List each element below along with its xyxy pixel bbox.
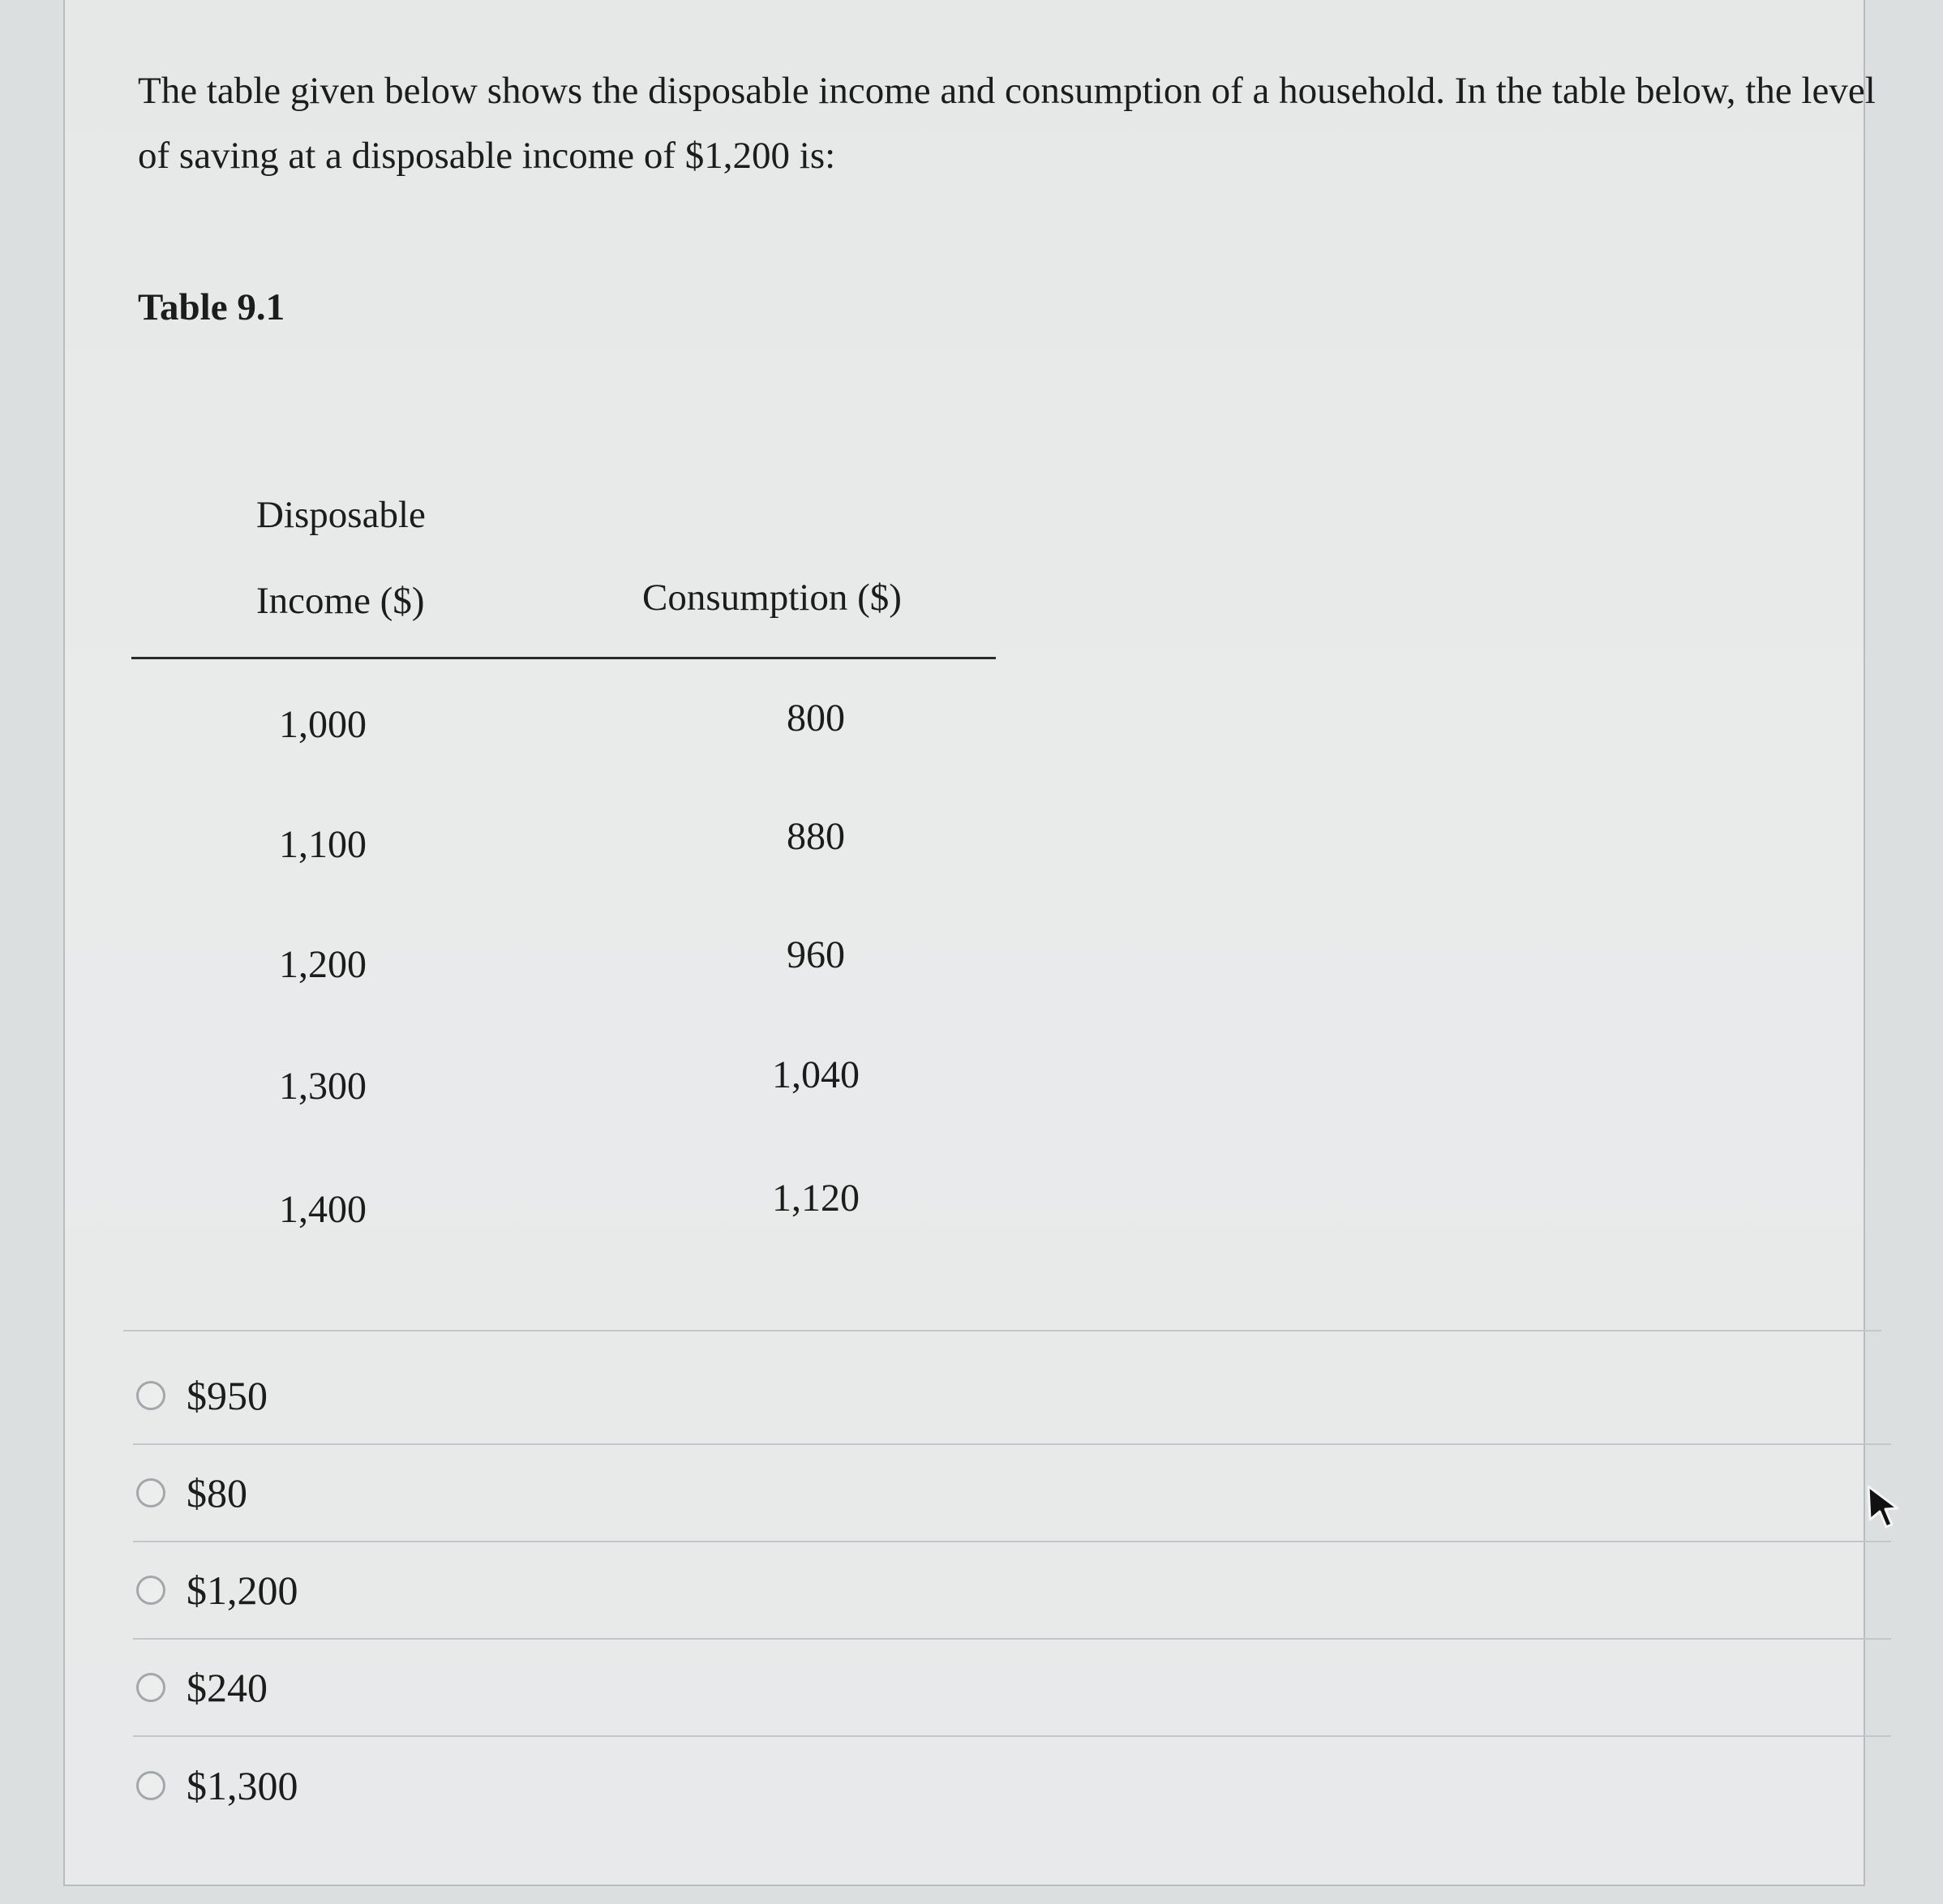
radio-button[interactable] bbox=[136, 1478, 165, 1507]
cell-consumption: 960 bbox=[787, 933, 845, 976]
cell-income: 1,300 bbox=[279, 1065, 367, 1108]
answer-option[interactable] bbox=[133, 1640, 1891, 1737]
cell-consumption: 1,120 bbox=[772, 1177, 860, 1220]
cell-consumption: 1,040 bbox=[772, 1053, 860, 1096]
option-label: $1,200 bbox=[187, 1567, 298, 1613]
radio-button[interactable] bbox=[136, 1673, 165, 1702]
header-income-line1: Disposable bbox=[256, 494, 426, 536]
answer-option[interactable] bbox=[133, 1542, 1891, 1640]
table-caption: Table 9.1 bbox=[138, 286, 285, 328]
radio-button[interactable] bbox=[136, 1771, 165, 1800]
answer-option[interactable] bbox=[133, 1445, 1891, 1542]
question-card bbox=[63, 0, 1876, 1886]
radio-button[interactable] bbox=[136, 1576, 165, 1605]
option-label: $240 bbox=[187, 1665, 268, 1710]
cell-consumption: 880 bbox=[787, 815, 845, 858]
radio-button[interactable] bbox=[136, 1381, 165, 1410]
question-text: The table given below shows the disposable income and consumption of a household. In the table below, the level of saving at a disposable income of $1,200 is: bbox=[138, 70, 1876, 177]
cell-income: 1,000 bbox=[279, 703, 367, 746]
cell-income: 1,200 bbox=[279, 943, 367, 986]
mouse-pointer-icon bbox=[1865, 1484, 1902, 1531]
options-divider bbox=[123, 1330, 1881, 1332]
cell-consumption: 800 bbox=[787, 697, 845, 740]
option-label: $80 bbox=[187, 1470, 247, 1516]
cell-income: 1,100 bbox=[279, 823, 367, 866]
cell-income: 1,400 bbox=[279, 1188, 367, 1231]
option-label: $1,300 bbox=[187, 1763, 298, 1808]
option-label: $950 bbox=[187, 1373, 268, 1418]
header-income-line2: Income ($) bbox=[256, 580, 425, 622]
answer-option[interactable] bbox=[133, 1737, 1891, 1834]
table-header-rule bbox=[131, 657, 996, 659]
answer-option[interactable] bbox=[133, 1348, 1891, 1445]
header-consumption: Consumption ($) bbox=[642, 577, 902, 619]
